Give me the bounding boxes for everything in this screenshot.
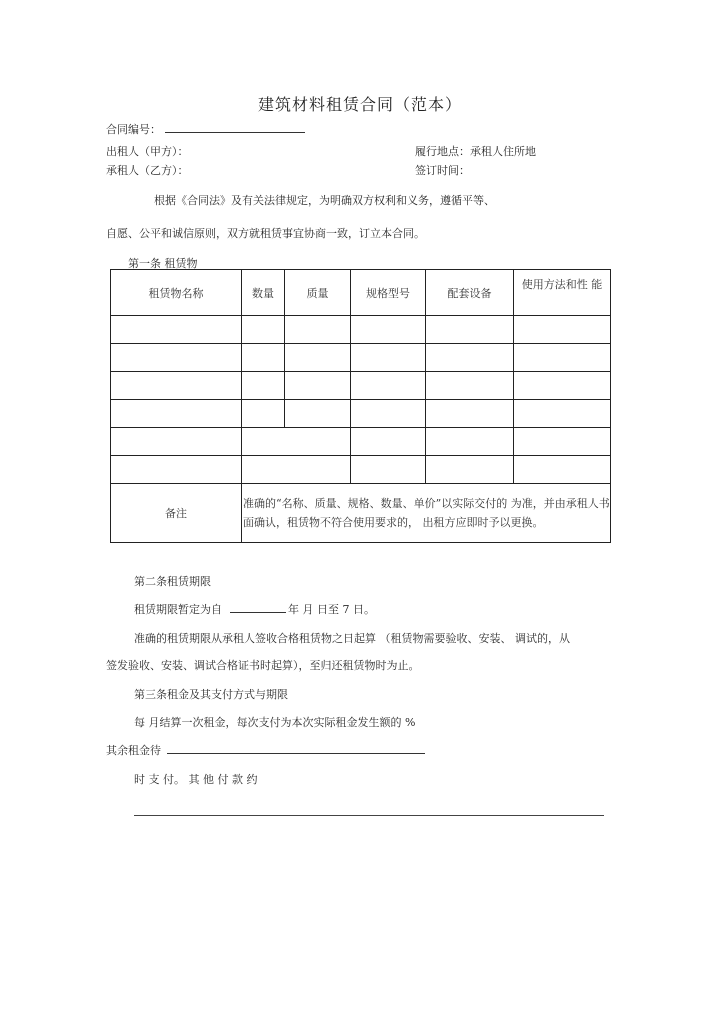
contract-number-label: 合同编号：	[106, 123, 161, 136]
header-spec-model: 规格型号	[351, 270, 426, 316]
table-cell[interactable]	[351, 400, 426, 428]
table-cell[interactable]	[285, 316, 351, 344]
table-cell[interactable]	[426, 316, 514, 344]
place-label: 履行地点：承租人住所地	[415, 145, 536, 158]
period-prefix: 租赁期限暂定为自	[134, 603, 222, 616]
remaining-prefix: 其余租金待	[106, 744, 161, 757]
table-cell[interactable]	[111, 456, 242, 484]
table-cell[interactable]	[514, 456, 611, 484]
remark-text: 准确的“名称、质量、规格、数量、单价”以实际交付的 为准，并由承租人书面确认，租赁物不符合使用要求的， 出租方应即时予以更换。	[242, 484, 611, 543]
table-cell[interactable]	[351, 456, 426, 484]
preamble-line-1: 根据《合同法》及有关法律规定，为明确双方权利和义务，遵循平等、	[154, 194, 495, 207]
table-cell[interactable]	[242, 428, 351, 456]
goods-table	[110, 269, 611, 543]
payment-line: 时 支 付。 其 他 付 款 约	[134, 773, 258, 786]
remaining-rent-line	[106, 742, 425, 758]
table-cell[interactable]	[242, 372, 285, 400]
table-cell[interactable]	[351, 428, 426, 456]
lease-period-line	[134, 601, 375, 617]
table-row	[111, 428, 611, 456]
header-equipment: 配套设备	[426, 270, 514, 316]
article-2-heading: 第二条租赁期限	[134, 575, 211, 588]
contract-number-blank[interactable]	[165, 122, 305, 133]
other-terms-blank[interactable]	[134, 815, 604, 816]
table-cell[interactable]	[242, 400, 285, 428]
table-cell[interactable]	[351, 372, 426, 400]
lessor-label: 出租人（甲方）：	[106, 145, 189, 158]
exact-period-line-2: 签发验收、安装、调试合格证书时起算），至归还租赁物时为止。	[106, 659, 420, 672]
article-3-heading: 第三条租金及其支付方式与期限	[134, 688, 288, 701]
article-1-heading: 第一条 租赁物	[128, 257, 198, 270]
table-cell[interactable]	[426, 344, 514, 372]
table-cell[interactable]	[514, 428, 611, 456]
table-cell[interactable]	[111, 428, 242, 456]
table-cell[interactable]	[351, 344, 426, 372]
monthly-settlement-line: 每 月结算一次租金，每次支付为本次实际租金发生额的 %	[134, 716, 416, 729]
period-start-blank[interactable]	[230, 602, 286, 613]
table-header-row	[111, 270, 611, 316]
table-cell[interactable]	[242, 456, 351, 484]
table-cell[interactable]	[242, 344, 285, 372]
table-cell[interactable]	[111, 372, 242, 400]
period-suffix: 年 月 日至 7 日。	[288, 603, 375, 616]
table-row	[111, 400, 611, 428]
document-title: 建筑材料租赁合同（范本）	[257, 95, 462, 114]
table-cell[interactable]	[285, 372, 351, 400]
header-quantity: 数量	[242, 270, 285, 316]
table-cell[interactable]	[111, 316, 242, 344]
table-cell[interactable]	[426, 372, 514, 400]
table-cell[interactable]	[514, 372, 611, 400]
table-cell[interactable]	[285, 400, 351, 428]
table-cell[interactable]	[111, 400, 242, 428]
table-cell[interactable]	[285, 344, 351, 372]
table-cell[interactable]	[351, 316, 426, 344]
table-row	[111, 316, 611, 344]
table-row	[111, 456, 611, 484]
exact-period-line-1: 准确的租赁期限从承租人签收合格租赁物之日起算 （租赁物需要验收、安装、 调试的，从	[134, 632, 570, 645]
remaining-rent-blank[interactable]	[167, 743, 425, 754]
header-usage-performance: 使用方法和性 能	[514, 270, 611, 316]
contract-number-field	[106, 121, 305, 137]
header-item-name: 租赁物名称	[111, 270, 242, 316]
table-cell[interactable]	[426, 456, 514, 484]
table-cell[interactable]	[111, 344, 242, 372]
sign-time-label: 签订时间：	[415, 164, 470, 177]
remark-row	[111, 484, 611, 543]
table-cell[interactable]	[514, 344, 611, 372]
table-cell[interactable]	[242, 316, 285, 344]
table-cell[interactable]	[426, 428, 514, 456]
table-cell[interactable]	[514, 316, 611, 344]
table-row	[111, 372, 611, 400]
remark-label: 备注	[111, 484, 242, 543]
preamble-line-2: 自愿、公平和诚信原则，双方就租赁事宜协商一致，订立本合同。	[106, 227, 425, 240]
lessee-label: 承租人（乙方）：	[106, 164, 189, 177]
header-quality: 质量	[285, 270, 351, 316]
table-cell[interactable]	[426, 400, 514, 428]
table-row	[111, 344, 611, 372]
table-cell[interactable]	[514, 400, 611, 428]
